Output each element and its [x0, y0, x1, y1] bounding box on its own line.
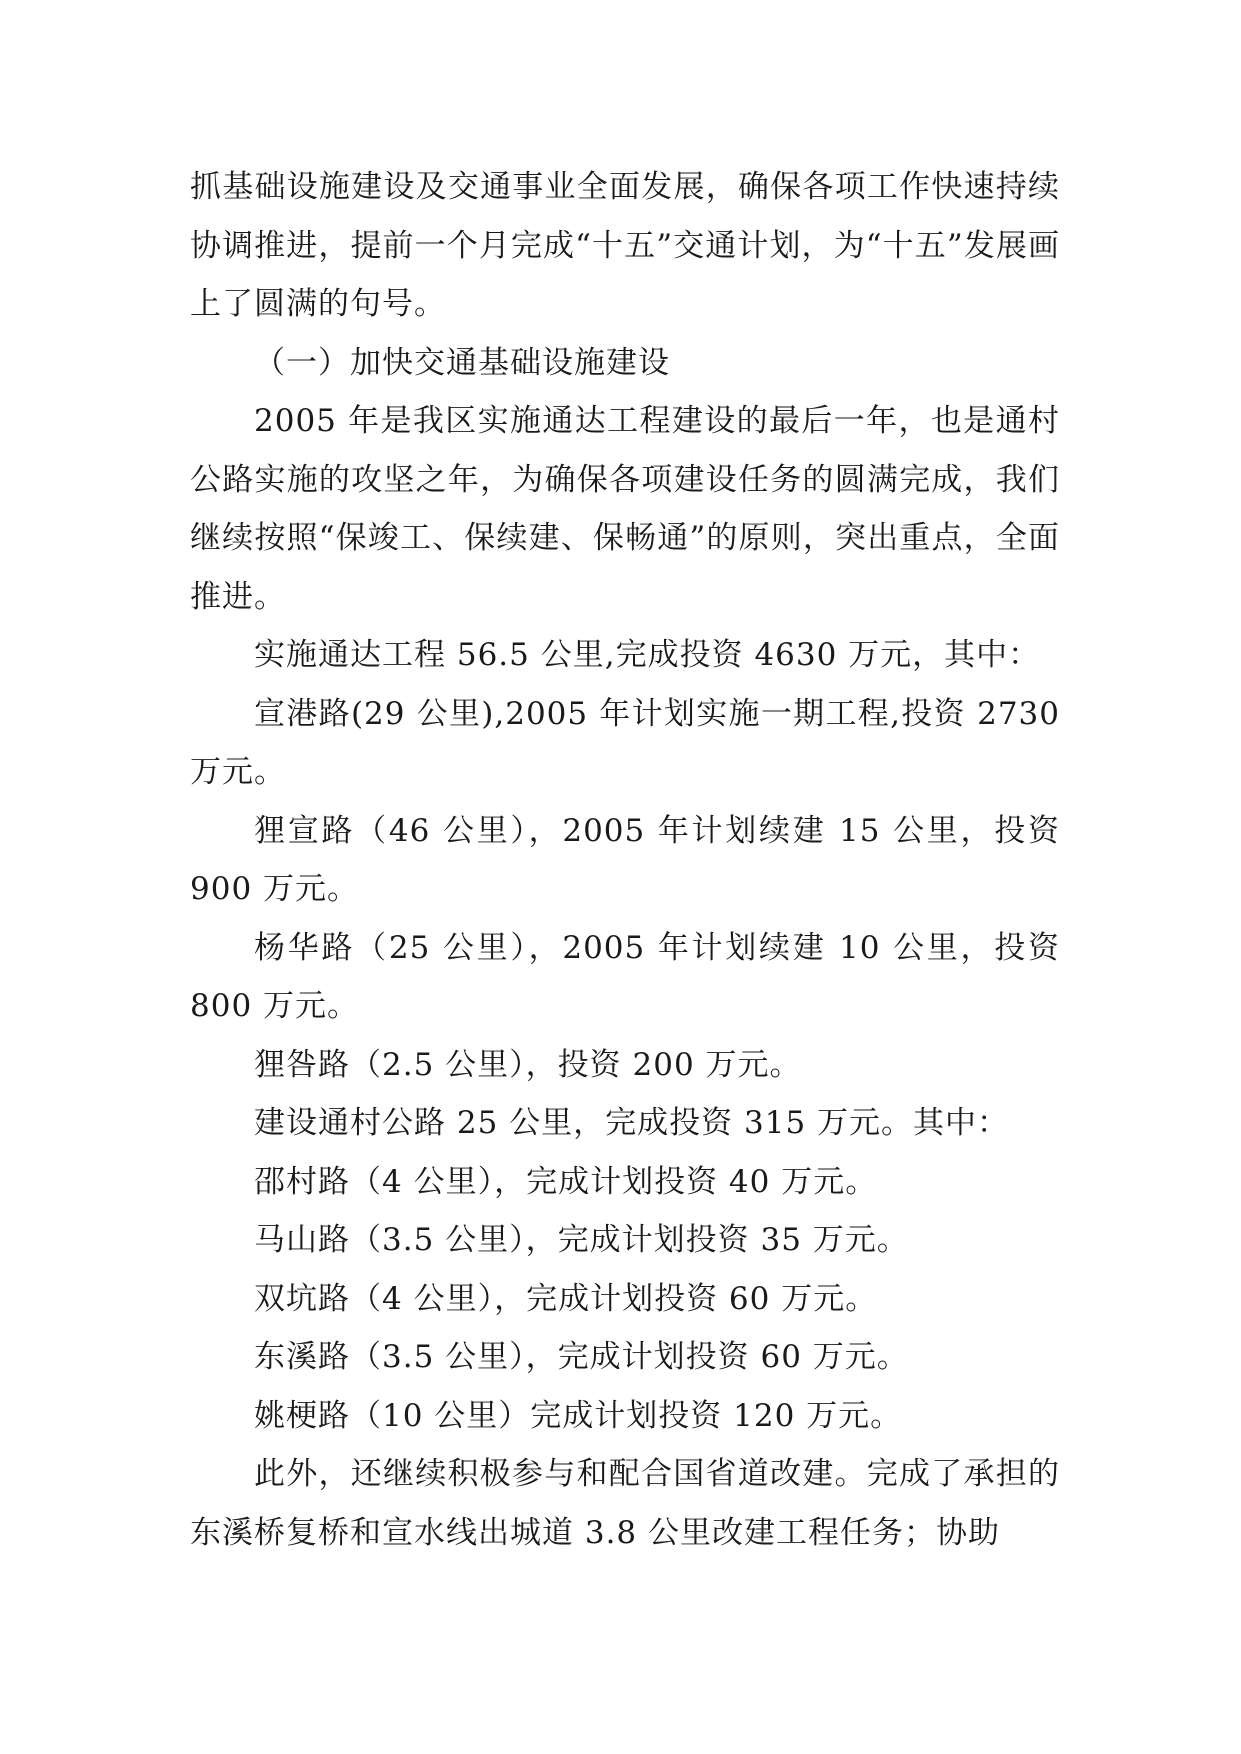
paragraph-tongda-project: 实施通达工程 56.5 公里,完成投资 4630 万元，其中： — [254, 637, 1041, 673]
paragraph-dongxi-road: 东溪路（3.5 公里），完成计划投资 60 万元。 — [254, 1339, 909, 1375]
paragraph-xuangang-road: 宣港路(29 公里),2005 年计划实施一期工程,投资 2730 万元。 — [190, 695, 1060, 790]
paragraph-village-roads: 建设通村公路 25 公里，完成投资 315 万元。其中： — [254, 1105, 1010, 1141]
paragraph-national-provincial-roads: 此外，还继续积极参与和配合国省道改建。完成了承担的东溪桥复桥和宣水线出城道 3.8 公里改建工程任务；协助 — [190, 1456, 1060, 1551]
paragraph-shaocun-road: 邵村路（4 公里），完成计划投资 40 万元。 — [254, 1163, 878, 1200]
document-body — [190, 158, 1060, 1562]
paragraph-2005-overview: 2005 年是我区实施通达工程建设的最后一年，也是通村公路实施的攻坚之年，为确保各项建设任务的圆满完成，我们继续按照“保竣工、保续建、保畅通”的原则，突出重点，全面推进。 — [190, 403, 1060, 615]
paragraph-mashan-road: 马山路（3.5 公里），完成计划投资 35 万元。 — [254, 1222, 909, 1258]
paragraph-lixuan-road: 狸宣路（46 公里），2005 年计划续建 15 公里，投资 900 万元。 — [190, 812, 1060, 907]
paragraph-yanghua-road: 杨华路（25 公里），2005 年计划续建 10 公里，投资 800 万元。 — [190, 929, 1060, 1024]
paragraph-intro-continuation: 抓基础设施建设及交通事业全面发展，确保各项工作快速持续协调推进，提前一个月完成“十五”交通计划，为“十五”发展画上了圆满的句号。 — [190, 169, 1060, 322]
paragraph-lijiu-road: 狸咎路（2.5 公里），投资 200 万元。 — [254, 1046, 802, 1083]
section-heading: （一）加快交通基础设施建设 — [254, 344, 670, 381]
paragraph-shuangkeng-road: 双坑路（4 公里），完成计划投资 60 万元。 — [254, 1280, 878, 1317]
paragraph-yaogeng-road: 姚梗路（10 公里）完成计划投资 120 万元。 — [254, 1397, 903, 1434]
